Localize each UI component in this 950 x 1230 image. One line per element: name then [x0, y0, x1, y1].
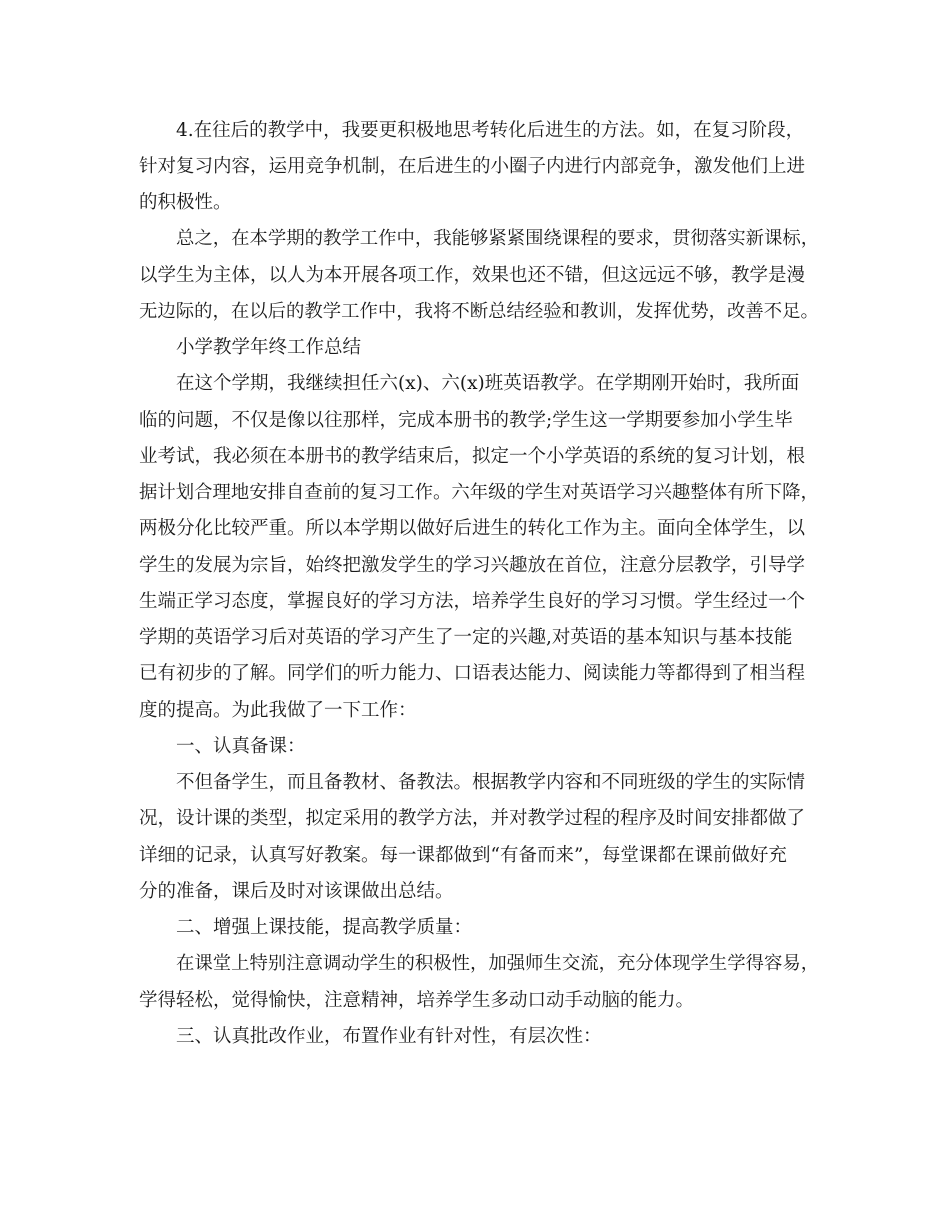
section-heading: 一、认真备课：: [176, 736, 306, 757]
text-line: 况，设计课的类型，拟定采用的教学方法，并对教学过程的程序及时间安排都做了: [139, 808, 806, 829]
text-line: 以学生为主体，以人为本开展各项工作，效果也还不错，但这远远不够，教学是漫: [139, 265, 806, 286]
text-line: 两极分化比较严重。所以本学期以做好后进生的转化工作为主。面向全体学生，以: [139, 518, 806, 539]
text-line: 在课堂上特别注意调动学生的积极性，加强师生交流，充分体现学生学得容易，: [176, 953, 820, 974]
text-line: 生端正学习态度，掌握良好的学习方法，培养学生良好的学习习惯。学生经过一个: [139, 591, 806, 612]
text-line: 不但备学生，而且备教材、备教法。根据教学内容和不同班级的学生的实际情: [176, 772, 806, 793]
text-line: 的积极性。: [139, 192, 232, 213]
text-line: 业考试，我必须在本册书的教学结束后，拟定一个小学英语的系统的复习计划，根: [139, 446, 806, 467]
text-line: 学期的英语学习后对英语的学习产生了一定的兴趣,对英语的基本知识与基本技能: [139, 627, 793, 648]
text-line: 详细的记录，认真写好教案。每一课都做到“有备而来”，每堂课都在课前做好充: [139, 845, 787, 866]
text-line: 据计划合理地安排自查前的复习工作。六年级的学生对英语学习兴趣整体有所下降，: [139, 482, 819, 503]
text-line: 学生的发展为宗旨，始终把激发学生的学习兴趣放在首位，注意分层教学，引导学: [139, 555, 806, 576]
text-line: 分的准备，课后及时对该课做出总结。: [139, 881, 454, 902]
section-heading: 三、认真批改作业，布置作业有针对性，有层次性：: [176, 1026, 602, 1047]
section-heading: 小学教学年终工作总结: [176, 337, 362, 358]
section-heading: 二、增强上课技能，提高教学质量：: [176, 917, 473, 938]
text-line: 4.在往后的教学中，我要更积极地思考转化后进生的方法。如，在复习阶段，: [176, 120, 805, 141]
text-line: 针对复习内容，运用竞争机制，在后进生的小圈子内进行内部竞争，激发他们上进: [139, 156, 806, 177]
text-line: 已有初步的了解。同学们的听力能力、口语表达能力、阅读能力等都得到了相当程: [139, 663, 806, 684]
text-line: 临的问题，不仅是像以往那样，完成本册书的教学;学生这一学期要参加小学生毕: [139, 410, 793, 431]
text-line: 学得轻松，觉得愉快，注意精神，培养学生多动口动手动脑的能力。: [139, 990, 695, 1011]
text-line: 总之，在本学期的教学工作中，我能够紧紧围绕课程的要求，贯彻落实新课标，: [176, 228, 820, 249]
text-line: 度的提高。为此我做了一下工作：: [139, 700, 417, 721]
text-line: 在这个学期，我继续担任六(x)、六(x)班英语教学。在学期刚开始时，我所面: [176, 373, 800, 394]
text-line: 无边际的，在以后的教学工作中，我将不断总结经验和教训，发挥优势，改善不足。: [139, 301, 819, 322]
